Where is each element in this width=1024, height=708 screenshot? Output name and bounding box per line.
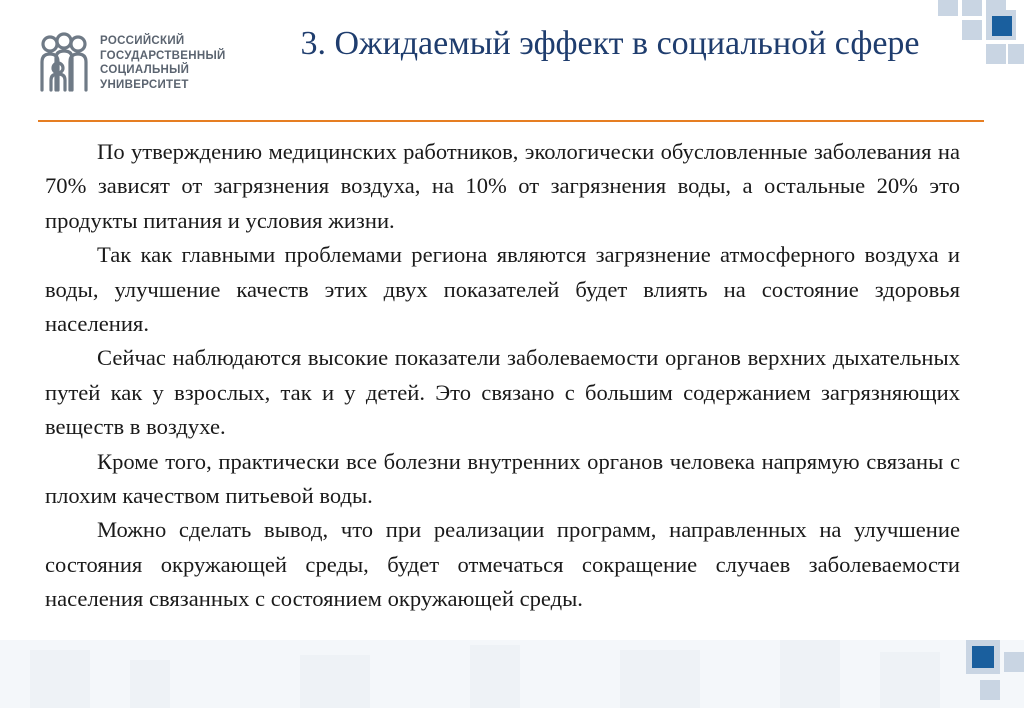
paragraph: Кроме того, практически все болезни внутренних органов человека напрямую связаны с плохим качеством питьевой воды. bbox=[45, 448, 960, 509]
logo-text bbox=[100, 34, 226, 92]
paragraph: По утверждению медицинских работников, экологически обусловленные заболевания на 70% зависят от загрязнения воздуха, на 10% от загрязнения воды, а остальные 20% это продукты питания и условия жизни. bbox=[45, 139, 960, 233]
slide-title: 3. Ожидаемый эффект в социальной сфере bbox=[300, 25, 920, 62]
people-logo-icon bbox=[38, 32, 90, 94]
paragraph: Можно сделать вывод, что при реализации программ, направленных на улучшение состояния окружающей среды, будет отмечаться сокращение случаев заболеваемости населения связанных с состоянием окружающей среды. bbox=[45, 517, 960, 612]
logo-line: СОЦИАЛЬНЫЙ bbox=[100, 64, 190, 76]
logo-line: ГОСУДАРСТВЕННЫЙ bbox=[100, 49, 226, 62]
university-logo bbox=[38, 30, 248, 100]
title-divider bbox=[38, 120, 984, 122]
logo-line: РОССИЙСКИЙ bbox=[100, 35, 185, 47]
paragraph: Сейчас наблюдаются высокие показатели заболеваемости органов верхних дыхательных путей как у взрослых, так и у детей. Это связано с большим содержанием загрязняющих веществ в воздухе. bbox=[45, 345, 960, 440]
slide-body bbox=[45, 135, 960, 617]
logo-line: УНИВЕРСИТЕТ bbox=[100, 78, 189, 91]
paragraph: Так как главными проблемами региона являются загрязнение атмосферного воздуха и воды, улучшение качеств этих двух показателей будет влиять на состояние здоровья населения. bbox=[45, 242, 960, 337]
